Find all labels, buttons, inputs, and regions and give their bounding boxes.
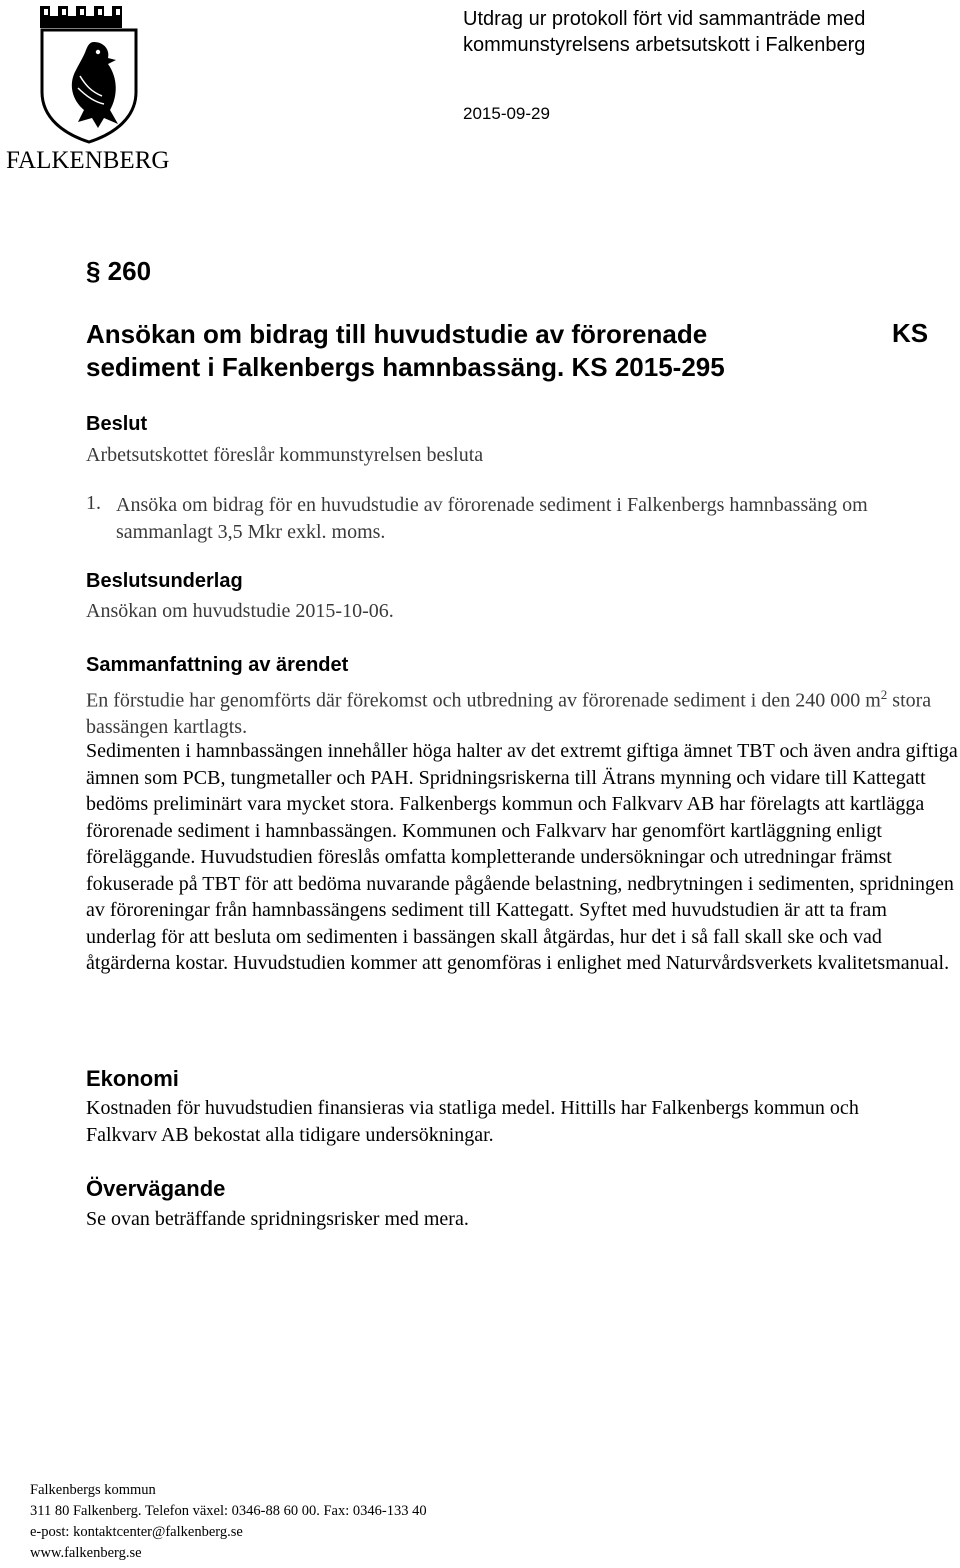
- coat-of-arms-icon: [6, 0, 174, 180]
- falkenberg-logo: [6, 0, 174, 180]
- sammanfattning-heading: Sammanfattning av ärendet: [86, 654, 349, 676]
- document-header-title: Utdrag ur protokoll fört vid sammanträde med kommunstyrelsens arbetsutskott i Falkenberg: [463, 8, 866, 56]
- sammanfattning-paragraph-1: [86, 682, 946, 741]
- sammanfattning-line1-text: En förstudie har genomförts där förekomst och utbredning av förorenade sediment i den 240 000 m: [86, 689, 881, 712]
- footer-organization: Falkenbergs kommun: [30, 1482, 156, 1498]
- case-title: Ansökan om bidrag till huvudstudie av förorenade sediment i Falkenbergs hamnbassäng. KS 2015-295: [86, 319, 725, 382]
- beslut-intro: Arbetsutskottet föreslår kommunstyrelsen besluta: [86, 444, 484, 466]
- paragraph-number: § 260: [86, 256, 152, 286]
- footer-address: 311 80 Falkenberg. Telefon växel: 0346-88 60 00. Fax: 0346-133 40: [30, 1503, 427, 1519]
- beslut-item-text: Ansöka om bidrag för en huvudstudie av förorenade sediment i Falkenbergs hamnbassäng om sammanlagt 3,5 Mkr exkl. moms.: [116, 494, 868, 543]
- case-tag: KS: [892, 318, 929, 348]
- ekonomi-text: Kostnaden för huvudstudien finansieras via statliga medel. Hittills har Falkenbergs kommun och Falkvarv AB bekostat alla tidigare undersökningar.: [86, 1097, 859, 1146]
- beslut-heading: Beslut: [86, 413, 148, 435]
- meeting-date: 2015-09-29: [463, 104, 550, 123]
- overvagande-heading: Övervägande: [86, 1176, 226, 1201]
- beslut-item-number: 1.: [86, 492, 101, 514]
- sammanfattning-paragraph-2: Sedimenten i hamnbassängen innehåller höga halter av det extremt giftiga ämnet TBT och även andra giftiga ämnen som PCB, tungmetaller och PAH. Spridningsriskerna till Ätrans mynning och vidare till Kattegatt bedöms preliminärt vara mycket stora. Falkenbergs kommun och Falkvarv AB har förelagts att kartlägga förorenade sediment i hamnbassängen. Kommunen och Falkvarv har genomfört kartläggning enligt föreläggande. Huvudstudien föreslås omfatta kompletterande undersökningar och utredningar främst fokuserade på TBT för att bedöma nuvarande pågående belastning, nedbrytningen i sedimenten, spridningen av föroreningar från hamnbassängens sediment till Kattegatt. Syftet med huvudstudien är att ta fram underlag för att besluta om sedimenten i bassängen skall åtgärdas, hur det i så fall skall ske och vad åtgärderna kostar. Huvudstudien kommer att genomföras i enlighet med Naturvårdsverkets kvalitetsmanual.: [86, 740, 958, 974]
- square-meter-superscript: 2: [880, 687, 888, 702]
- beslutsunderlag-heading: Beslutsunderlag: [86, 570, 243, 592]
- ekonomi-heading: Ekonomi: [86, 1066, 179, 1091]
- sammanfattning-line1-end: stora bassängen kartlagts.: [86, 689, 932, 739]
- logo-wordmark: FALKENBERG: [6, 147, 170, 174]
- footer-website[interactable]: www.falkenberg.se: [30, 1545, 142, 1561]
- overvagande-text: Se ovan beträffande spridningsrisker med mera.: [86, 1208, 469, 1230]
- beslutsunderlag-text: Ansökan om huvudstudie 2015-10-06.: [86, 600, 394, 622]
- footer: [30, 1480, 630, 1564]
- footer-email[interactable]: e-post: kontaktcenter@falkenberg.se: [30, 1524, 243, 1540]
